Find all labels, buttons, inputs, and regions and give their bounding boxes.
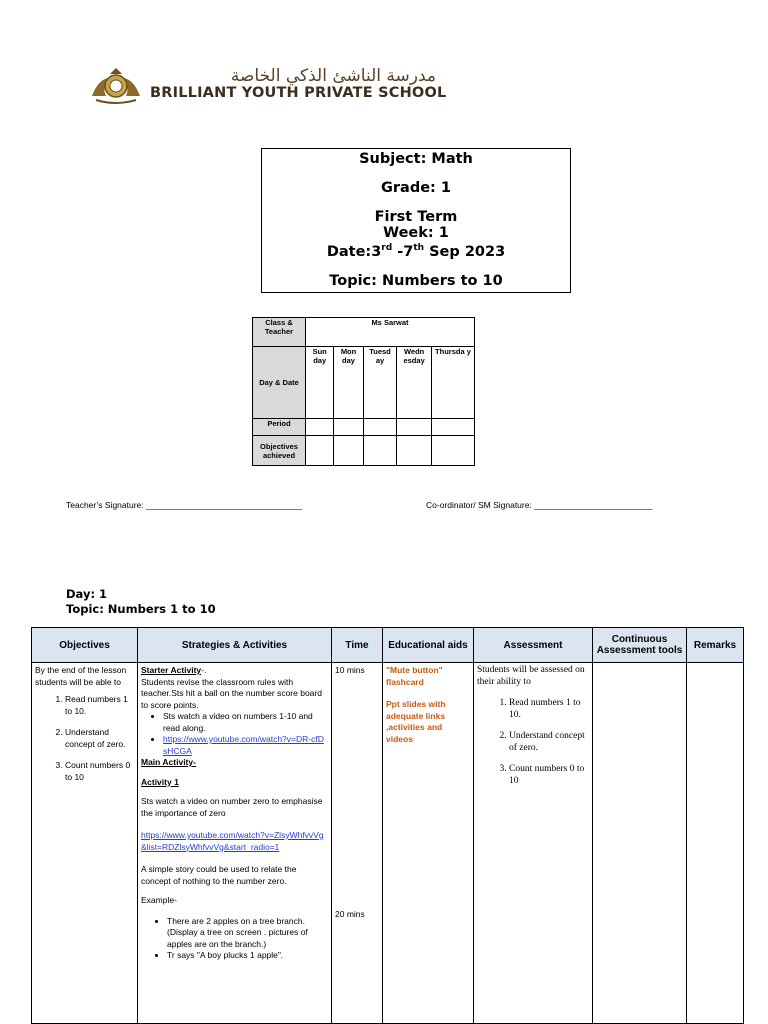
day-cell: Wedn esday <box>397 347 432 419</box>
header-remarks: Remarks <box>687 628 744 663</box>
period-cell <box>363 419 397 436</box>
day-cell: Thursda y <box>431 347 474 419</box>
objective-cell <box>431 436 474 466</box>
teacher-signature: Teacher’s Signature: _________________________________ <box>66 500 303 510</box>
period-label: Period <box>253 419 306 436</box>
school-name-arabic: مدرسة الناشئ الذكي الخاصة <box>230 66 436 86</box>
objective-item: 1. Read numbers 1 to 10. <box>65 694 134 717</box>
assessment-cell <box>474 663 593 1024</box>
time-starter: 10 mins <box>335 665 365 675</box>
period-cell <box>334 419 363 436</box>
example-bullet: • Tr says "A boy plucks 1 apple". <box>167 950 328 962</box>
objective-cell <box>363 436 397 466</box>
objective-item: 2. Understand concept of zero. <box>65 727 134 750</box>
coordinator-signature: Co-ordinator/ SM Signature: _________________________ <box>426 500 653 510</box>
header-assessment: Assessment <box>474 628 593 663</box>
objective-cell <box>306 436 334 466</box>
header-objectives: Objectives <box>32 628 138 663</box>
objective-cell <box>397 436 432 466</box>
starter-dash: -. <box>201 665 207 675</box>
period-cell <box>431 419 474 436</box>
continuous-assessment-cell <box>593 663 687 1024</box>
topic-label: Topic: Numbers to 10 <box>329 273 503 289</box>
starter-activity-title: Starter Activity <box>141 665 202 675</box>
example-bullet: • There are 2 apples on a tree branch.(Display a tree on screen . pictures of apples are on the branch.) <box>167 916 328 951</box>
lesson-plan-table <box>31 627 744 1024</box>
class-teacher-label: Class & Teacher <box>253 318 306 347</box>
starter-text: Students revise the classroom rules with teacher.Sts hit a ball on the number score board to score points. <box>141 676 322 710</box>
objective-cell <box>334 436 363 466</box>
week-label: Week: 1 <box>383 225 449 241</box>
educational-aids-cell <box>383 663 474 1024</box>
assessment-item: 2. Understand concept of zero. <box>509 731 589 754</box>
subject-label: Subject: Math <box>359 151 473 167</box>
date-label: Date:3rd -7th Sep 2023 <box>326 243 506 260</box>
starter-video-link[interactable]: https://www.youtube.com/watch?v=DR-cfDsHCGA <box>163 734 324 756</box>
period-cell <box>397 419 432 436</box>
teacher-name: Ms Sarwat <box>306 318 475 347</box>
starter-bullet: • Sts watch a video on numbers 1-10 and read along. <box>163 711 328 734</box>
story-text: A simple story could be used to relate the concept of nothing to the number zero. <box>141 864 297 886</box>
objectives-list <box>35 694 134 783</box>
header-time: Time <box>332 628 383 663</box>
objectives-cell <box>32 663 138 1024</box>
header-educational-aids: Educational aids <box>383 628 474 663</box>
day-cell: Sun day <box>306 347 334 419</box>
aids-flashcard: "Mute button" flashcard <box>386 665 443 687</box>
school-crest-icon <box>88 66 144 104</box>
activity1-text: Sts watch a video on number zero to emphasise the importance of zero <box>141 796 323 818</box>
example-label: Example- <box>141 895 177 905</box>
header-continuous-assessment: Continuous Assessment tools <box>593 628 687 663</box>
time-main: 20 mins <box>335 908 365 919</box>
main-activity-title: Main Activity- <box>141 757 196 767</box>
objective-item: 3. Count numbers 0 to 10 <box>65 760 134 783</box>
assessment-intro: Students will be assessed on their ability to <box>477 665 585 687</box>
assessment-item: 3. Count numbers 0 to 10 <box>509 764 589 787</box>
attendance-table <box>252 317 475 466</box>
day-cell: Mon day <box>334 347 363 419</box>
objectives-intro: By the end of the lesson students will be able to <box>35 665 127 687</box>
subject-info-box <box>261 148 571 293</box>
time-cell <box>332 663 383 1024</box>
school-name-english: BRILLIANT YOUTH PRIVATE SCHOOL <box>150 85 447 101</box>
activity1-video-link[interactable]: https://www.youtube.com/watch?v=ZlsyWhfvvVg&list=RDZlsyWhfvvVg&start_radio=1 <box>141 830 324 852</box>
objectives-achieved-label: Objectives achieved <box>253 436 306 466</box>
aids-ppt: Ppt slides with adequate links ,activities and videos <box>386 699 446 744</box>
day-cell: Tuesd ay <box>363 347 397 419</box>
assessment-item: 1. Read numbers 1 to 10. <box>509 698 589 721</box>
day-date-label: Day & Date <box>253 347 306 419</box>
grade-label: Grade: 1 <box>381 180 451 196</box>
remarks-cell <box>687 663 744 1024</box>
day-label: Day: 1 <box>66 587 108 601</box>
activity1-title: Activity 1 <box>141 776 179 787</box>
lesson-topic-label: Topic: Numbers 1 to 10 <box>66 602 216 616</box>
term-label: First Term <box>374 209 458 225</box>
strategies-cell <box>138 663 332 1024</box>
school-logo <box>88 66 448 106</box>
header-strategies: Strategies & Activities <box>138 628 332 663</box>
period-cell <box>306 419 334 436</box>
